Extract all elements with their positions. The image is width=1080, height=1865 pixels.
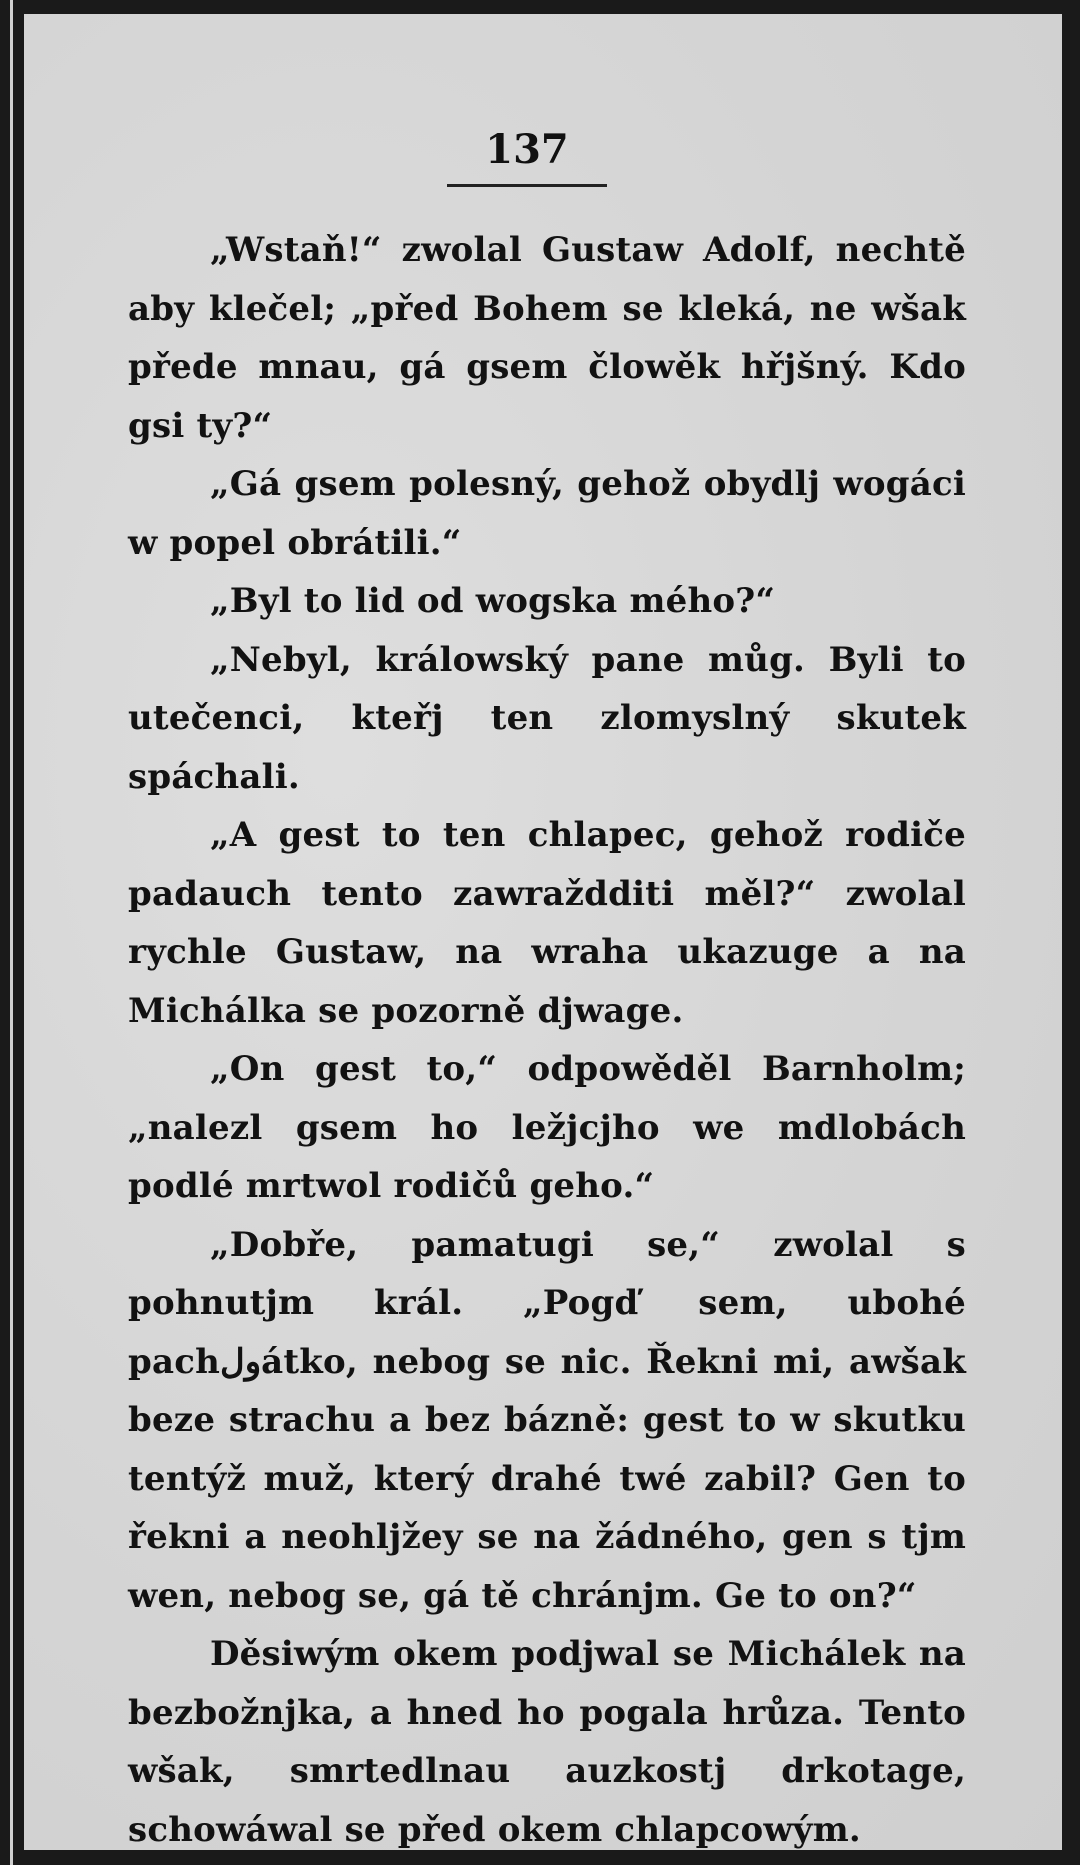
page-edge-line: [10, 0, 13, 1865]
book-page: [24, 14, 1062, 1850]
paragraph-3: „Byl to lid od wogska mého?“: [210, 581, 776, 621]
paragraph-8: Děsiwým okem podjwal se Michálek na bezbožnjka, a hned ho pogala hrůza. Tento wšak, smrtedlnau auzkostj drkotage, schowáwal se před okem chlapcowým.: [128, 1634, 966, 1850]
paragraph-1: „Wstaň!“ zwolal Gustaw Adolf, nechtě aby klečel; „před Bohem se kleká, ne wšak přede mnau, gá gsem člowěk hřjšný. Kdo gsi ty?“: [128, 230, 966, 446]
paragraph-6: „On gest to,“ odpowěděl Barnholm; „nalezl gsem ho ležjcjho we mdlobách podlé mrtwol rodičů geho.“: [128, 1049, 966, 1206]
header-rule: [447, 184, 607, 187]
page-number: 137: [485, 126, 569, 173]
paragraph-4: „Nebyl, králowský pane můg. Byli to utečenci, kteřj ten zlomyslný skutek spáchali.: [128, 639, 966, 797]
paragraph-2: „Gá gsem polesný, gehož obydlj wogáci w popel obrátili.“: [128, 464, 966, 563]
paragraph-5: „A gest to ten chlapec, gehož rodiče padauch tento zawraždditi měl?“ zwolal rychle Gustaw, na wraha ukazuge a na Michálka se pozorně djwage.: [128, 815, 966, 1031]
page-text: [128, 221, 966, 1859]
paragraph-7: „Dobře, pamatugi se,“ zwolal s pohnutjm král. „Pogď sem, ubohé pachولátko, nebog se nic. Řekni mi, awšak beze strachu a bez bázně: gest to w skutku tentýž muž, který drahé twé zabil? Gen to řekni a neohljžey se na žádného, gen s tjm wen, nebog se, gá tě chránjm. Ge to on?“: [128, 1224, 966, 1616]
